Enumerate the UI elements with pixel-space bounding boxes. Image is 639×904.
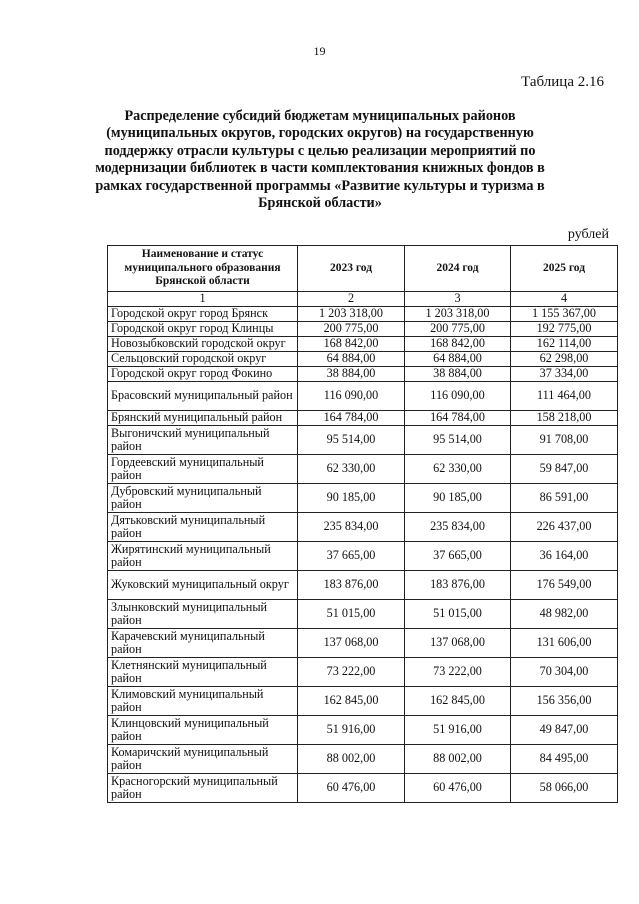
table-row (108, 716, 618, 745)
amount-2023: 64 884,00 (298, 352, 405, 367)
amount-2025: 48 982,00 (511, 600, 618, 629)
municipality-name: Городской округ город Клинцы (108, 322, 298, 337)
amount-2024: 38 884,00 (405, 367, 511, 382)
amount-2024: 51 015,00 (405, 600, 511, 629)
table-row (108, 411, 618, 426)
municipality-name: Дятьковский муниципальный район (108, 513, 298, 542)
table-row (108, 337, 618, 352)
amount-2025: 91 708,00 (511, 426, 618, 455)
amount-2023: 168 842,00 (298, 337, 405, 352)
amount-2023: 51 015,00 (298, 600, 405, 629)
amount-2024: 164 784,00 (405, 411, 511, 426)
amount-2023: 162 845,00 (298, 687, 405, 716)
column-number: 3 (405, 292, 511, 307)
table-row (108, 426, 618, 455)
municipality-name: Климовский муниципальный район (108, 687, 298, 716)
table-row (108, 687, 618, 716)
table-row (108, 629, 618, 658)
column-number-row (108, 292, 618, 307)
amount-2025: 58 066,00 (511, 774, 618, 803)
amount-2024: 1 203 318,00 (405, 307, 511, 322)
municipality-name: Злынковский муниципальный район (108, 600, 298, 629)
municipality-name: Городской округ город Брянск (108, 307, 298, 322)
amount-2025: 36 164,00 (511, 542, 618, 571)
municipality-name: Дубровский муниципальный район (108, 484, 298, 513)
amount-2024: 200 775,00 (405, 322, 511, 337)
document-title: Распределение субсидий бюджетам муниципальных районов (муниципальных округов, городских округов) на государственную поддержку отрасли культуры с целью реализации мероприятий по модернизации библиотек в части комплектования книжных фондов в рамках государственной программы «Развитие культуры и туризма в Брянской области» (95, 108, 545, 212)
amount-2024: 60 476,00 (405, 774, 511, 803)
table-label: Таблица 2.16 (521, 74, 604, 90)
amount-2025: 162 114,00 (511, 337, 618, 352)
table-row (108, 322, 618, 337)
amount-2024: 95 514,00 (405, 426, 511, 455)
municipality-name: Комаричский муниципальный район (108, 745, 298, 774)
table-row (108, 484, 618, 513)
municipality-name: Карачевский муниципальный район (108, 629, 298, 658)
table-row (108, 367, 618, 382)
amount-2023: 62 330,00 (298, 455, 405, 484)
amount-2025: 156 356,00 (511, 687, 618, 716)
table-row (108, 542, 618, 571)
amount-2023: 88 002,00 (298, 745, 405, 774)
municipality-name: Красногорский муниципальный район (108, 774, 298, 803)
table-row (108, 658, 618, 687)
amount-2025: 62 298,00 (511, 352, 618, 367)
amount-2024: 162 845,00 (405, 687, 511, 716)
amount-2023: 38 884,00 (298, 367, 405, 382)
page-number: 19 (313, 44, 326, 58)
amount-2023: 90 185,00 (298, 484, 405, 513)
column-header-2024: 2024 год (405, 246, 511, 292)
amount-2025: 84 495,00 (511, 745, 618, 774)
amount-2025: 176 549,00 (511, 571, 618, 600)
amount-2024: 64 884,00 (405, 352, 511, 367)
amount-2024: 88 002,00 (405, 745, 511, 774)
municipality-name: Брасовский муниципальный район (108, 382, 298, 411)
column-number: 4 (511, 292, 618, 307)
municipality-name: Жирятинский муниципальный район (108, 542, 298, 571)
table-row (108, 600, 618, 629)
amount-2023: 235 834,00 (298, 513, 405, 542)
amount-2025: 49 847,00 (511, 716, 618, 745)
amount-2024: 37 665,00 (405, 542, 511, 571)
amount-2024: 62 330,00 (405, 455, 511, 484)
column-header-2025: 2025 год (511, 246, 618, 292)
amount-2024: 116 090,00 (405, 382, 511, 411)
amount-2025: 226 437,00 (511, 513, 618, 542)
municipality-name: Городской округ город Фокино (108, 367, 298, 382)
amount-2024: 168 842,00 (405, 337, 511, 352)
amount-2025: 86 591,00 (511, 484, 618, 513)
column-header-2023: 2023 год (298, 246, 405, 292)
municipality-name: Брянский муниципальный район (108, 411, 298, 426)
column-number: 2 (298, 292, 405, 307)
amount-2024: 235 834,00 (405, 513, 511, 542)
amount-2023: 137 068,00 (298, 629, 405, 658)
amount-2024: 90 185,00 (405, 484, 511, 513)
municipality-name: Выгоничский муниципальный район (108, 426, 298, 455)
table-row (108, 352, 618, 367)
column-header-name: Наименование и статус муниципального образования Брянской области (108, 246, 298, 292)
column-number: 1 (108, 292, 298, 307)
amount-2025: 59 847,00 (511, 455, 618, 484)
table-row (108, 571, 618, 600)
amount-2023: 60 476,00 (298, 774, 405, 803)
municipality-name: Жуковский муниципальный округ (108, 571, 298, 600)
amount-2023: 37 665,00 (298, 542, 405, 571)
amount-2025: 111 464,00 (511, 382, 618, 411)
table-header-row (108, 246, 618, 292)
table-row (108, 513, 618, 542)
table-row (108, 745, 618, 774)
amount-2024: 183 876,00 (405, 571, 511, 600)
amount-2023: 95 514,00 (298, 426, 405, 455)
amount-2023: 51 916,00 (298, 716, 405, 745)
amount-2025: 37 334,00 (511, 367, 618, 382)
amount-2025: 70 304,00 (511, 658, 618, 687)
table-row (108, 382, 618, 411)
amount-2025: 158 218,00 (511, 411, 618, 426)
amount-2023: 116 090,00 (298, 382, 405, 411)
amount-2025: 131 606,00 (511, 629, 618, 658)
amount-2024: 73 222,00 (405, 658, 511, 687)
amount-2023: 200 775,00 (298, 322, 405, 337)
subsidies-table (107, 245, 618, 803)
amount-2024: 51 916,00 (405, 716, 511, 745)
currency-unit: рублей (567, 227, 609, 242)
municipality-name: Сельцовский городской округ (108, 352, 298, 367)
municipality-name: Клетнянский муниципальный район (108, 658, 298, 687)
amount-2024: 137 068,00 (405, 629, 511, 658)
table-row (108, 774, 618, 803)
table-row (108, 455, 618, 484)
amount-2025: 1 155 367,00 (511, 307, 618, 322)
amount-2023: 73 222,00 (298, 658, 405, 687)
municipality-name: Клинцовский муниципальный район (108, 716, 298, 745)
municipality-name: Гордеевский муниципальный район (108, 455, 298, 484)
amount-2023: 183 876,00 (298, 571, 405, 600)
amount-2023: 1 203 318,00 (298, 307, 405, 322)
amount-2025: 192 775,00 (511, 322, 618, 337)
amount-2023: 164 784,00 (298, 411, 405, 426)
table-row (108, 307, 618, 322)
municipality-name: Новозыбковский городской округ (108, 337, 298, 352)
